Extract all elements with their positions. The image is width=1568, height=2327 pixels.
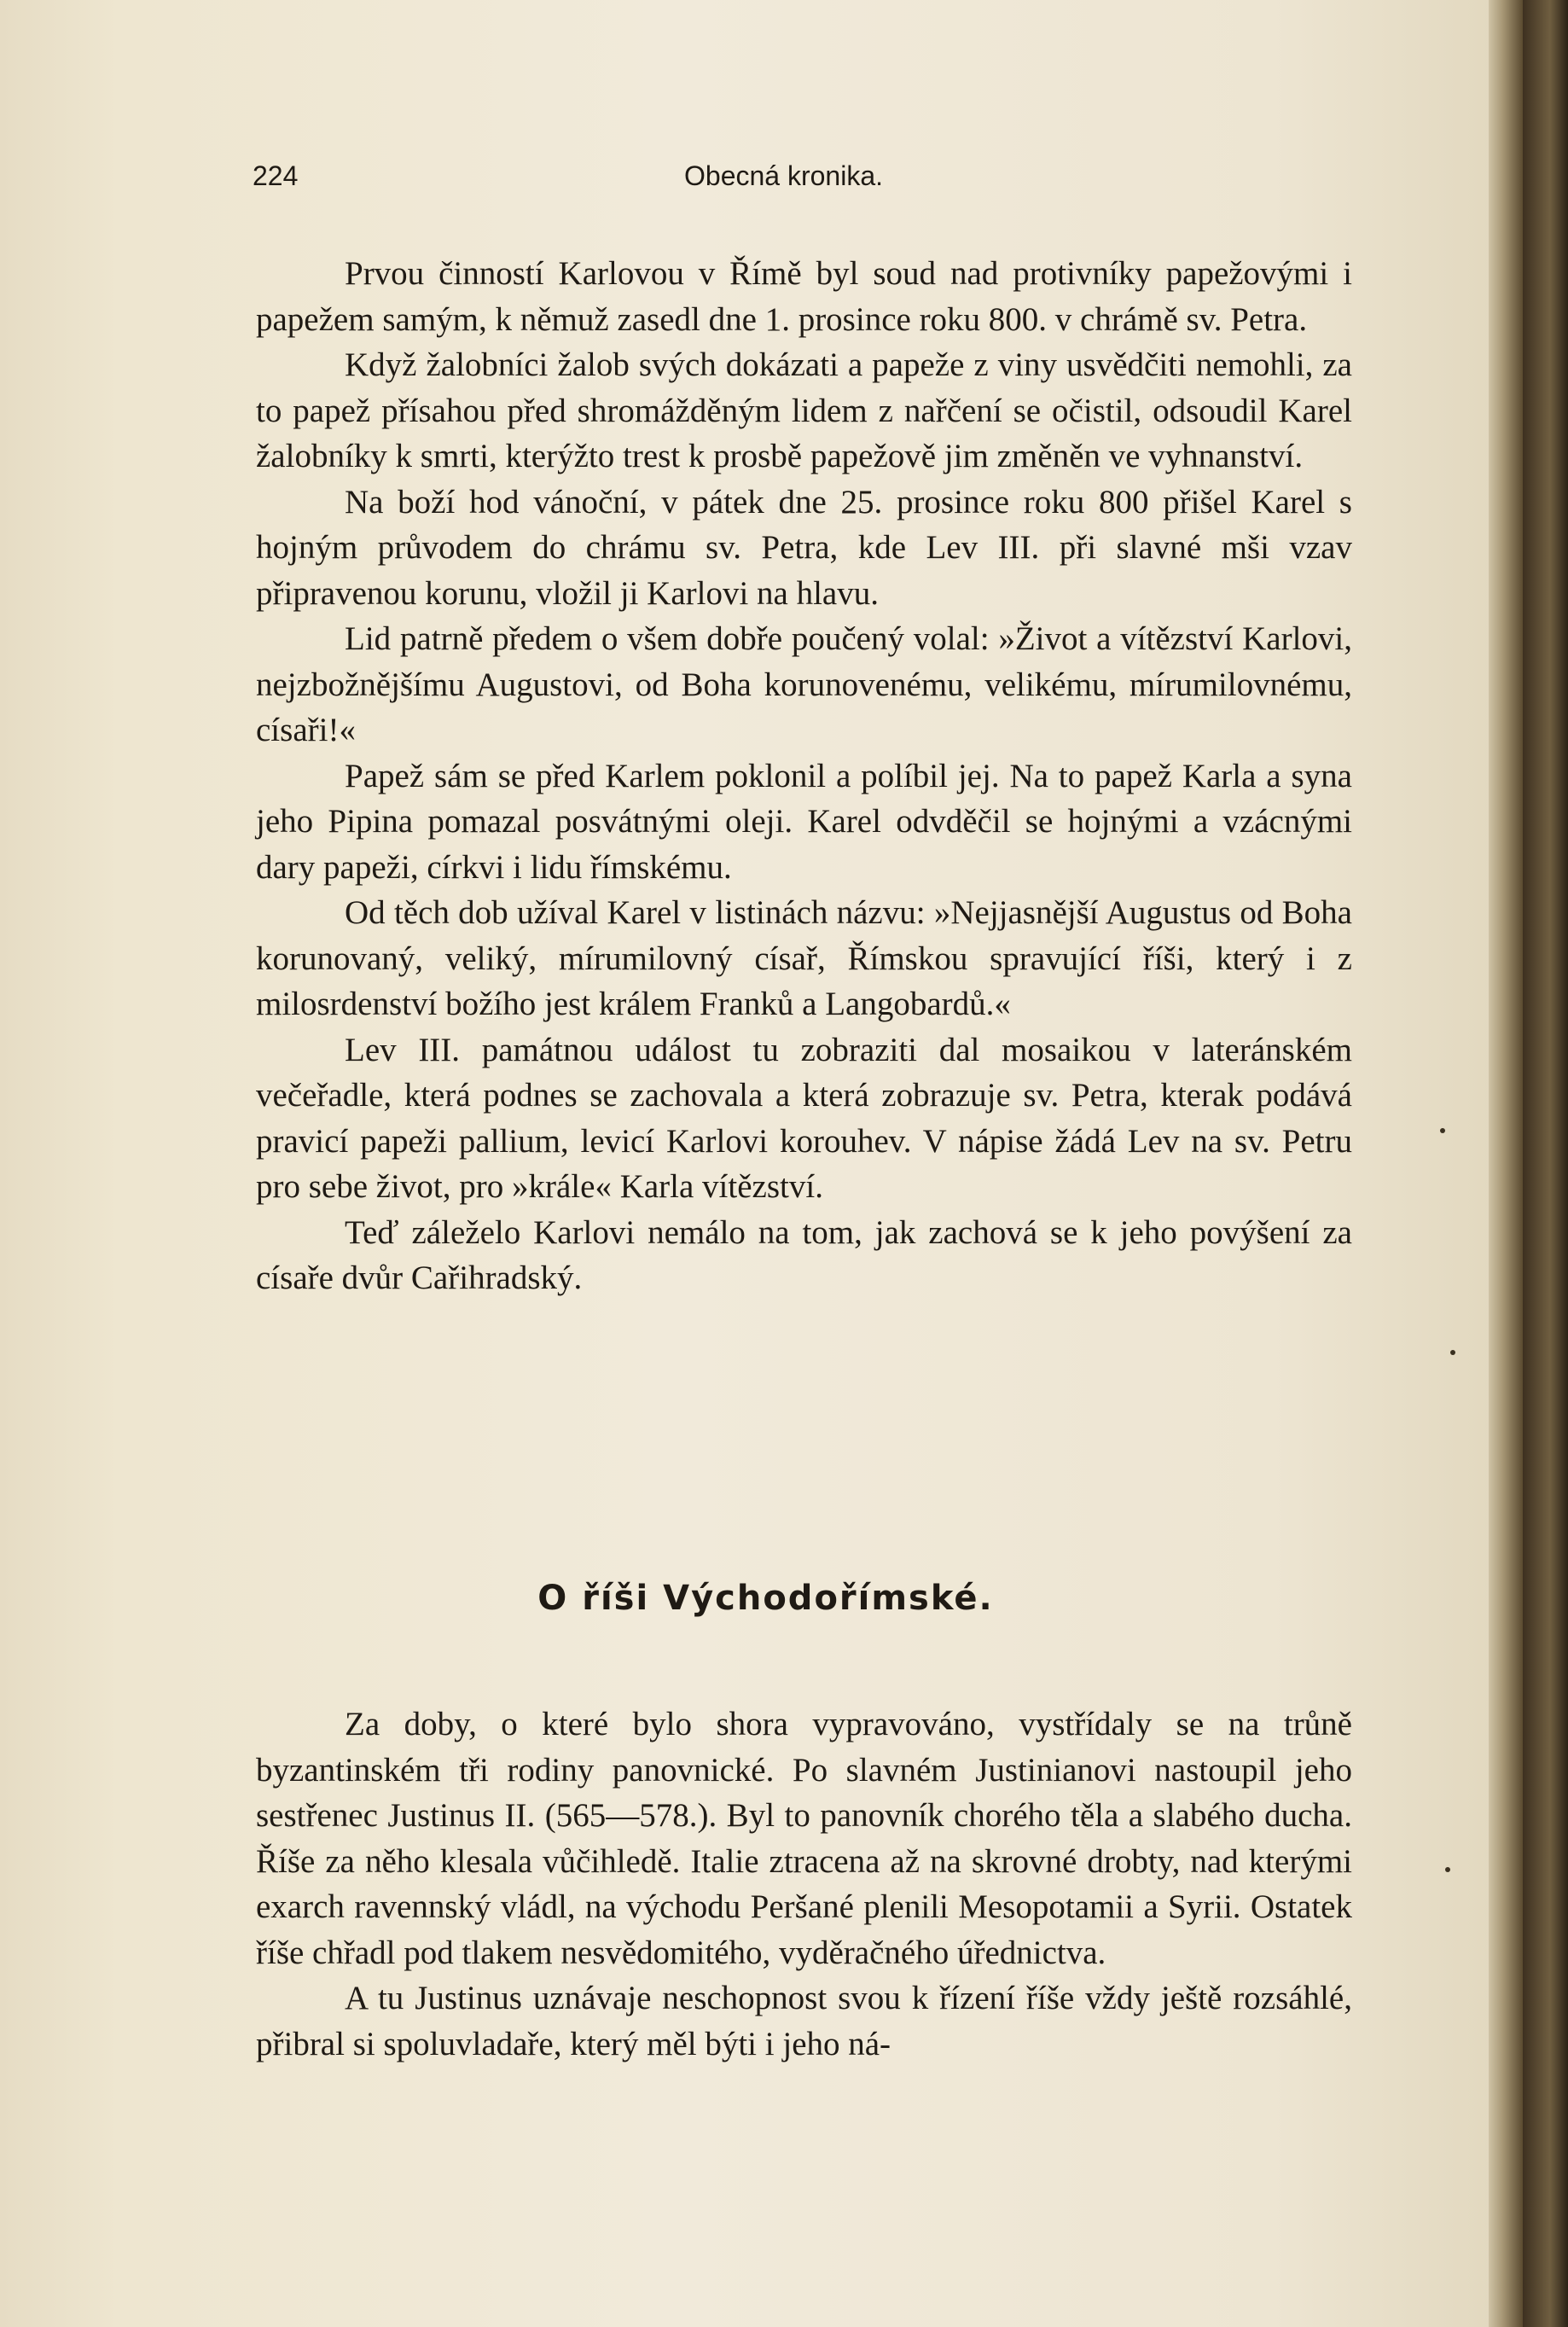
page-number: 224 <box>253 160 299 191</box>
section-heading: O říši Východořímské. <box>537 1579 994 1618</box>
paper-speck <box>1445 1867 1450 1872</box>
section-charlemagne-coronation <box>256 251 1352 1301</box>
paper-speck <box>1450 1350 1455 1355</box>
paragraph: Papež sám se před Karlem poklonil a políbil jej. Na to papež Karla a syna jeho Pipina pomazal posvátnými oleji. Karel odvděčil se hojnými a vzácnými dary papeži, církvi i lidu římskému. <box>256 757 1352 886</box>
paragraph: A tu Justinus uznávaje neschopnost svou k řízení říše vždy ještě rozsáhlé, přibral si spoluvladaře, který měl býti i jeho ná- <box>256 1980 1352 2062</box>
paragraph: Teď záleželo Karlovi nemálo na tom, jak zachová se k jeho povýšení za císaře dvůr Cařihradský. <box>256 1213 1352 1296</box>
page-gutter-shadow <box>1489 0 1523 2327</box>
paragraph: Lev III. památnou událost tu zobraziti dal mosaikou v lateránském večeřadle, která podnes se zachovala a která zobrazuje sv. Petra, kterak podává pravicí papeži pallium, levicí Karlovi korouhev. V nápise žádá Lev na sv. Petru pro sebe život, pro »krále« Karla vítězství. <box>256 1031 1352 1205</box>
running-title: Obecná kronika. <box>684 160 884 191</box>
section-eastern-empire <box>256 1702 1352 2067</box>
paragraph: Prvou činností Karlovou v Římě byl soud nad protivníky papežovými i papežem samým, k němuž zasedl dne 1. prosince roku 800. v chrámě sv. Petra. <box>256 255 1352 338</box>
paragraph: Když žalobníci žalob svých dokázati a papeže z viny usvědčiti nemohli, za to papež přísahou před shromážděným lidem z nařčení se očistil, odsoudil Karel žalobníky k smrti, kterýžto trest k prosbě papežově jim změněn ve vyhnanství. <box>256 346 1352 474</box>
book-edge <box>1523 0 1568 2327</box>
paragraph: Za doby, o které bylo shora vypravováno, vystřídaly se na trůně byzantinském tři rodiny panovnické. Po slavném Justinianovi nastoupil jeho sestřenec Justinus II. (565—578.). Byl to panovník chorého těla a slabého ducha. Říše za něho klesala vůčihledě. Italie ztracena až na skrovné drobty, nad kterými exarch ravennský vládl, na východu Peršané plenili Mesopotamii a Syrii. Ostatek říše chřadl pod tlakem nesvědomitého, vyděračného úřednictva. <box>256 1706 1352 1971</box>
paragraph: Na boží hod vánoční, v pátek dne 25. prosince roku 800 přišel Karel s hojným průvodem do chrámu sv. Petra, kde Lev III. při slavné mši vzav připravenou korunu, vložil ji Karlovi na hlavu. <box>256 483 1352 612</box>
paragraph: Lid patrně předem o všem dobře poučený volal: »Život a vítězství Karlovi, nejzbožnějšímu Augustovi, od Boha korunovenému, velikému, mírumilovnému, císaři!« <box>256 620 1352 748</box>
page-header <box>0 160 1497 203</box>
paragraph: Od těch dob užíval Karel v listinách názvu: »Nejjasnější Augustus od Boha korunovaný, veliký, mírumilovný císař, Římskou spravující říši, který i z milosrdenství božího jest králem Franků a Langobardů.« <box>256 894 1352 1022</box>
paper-speck <box>1440 1128 1445 1133</box>
